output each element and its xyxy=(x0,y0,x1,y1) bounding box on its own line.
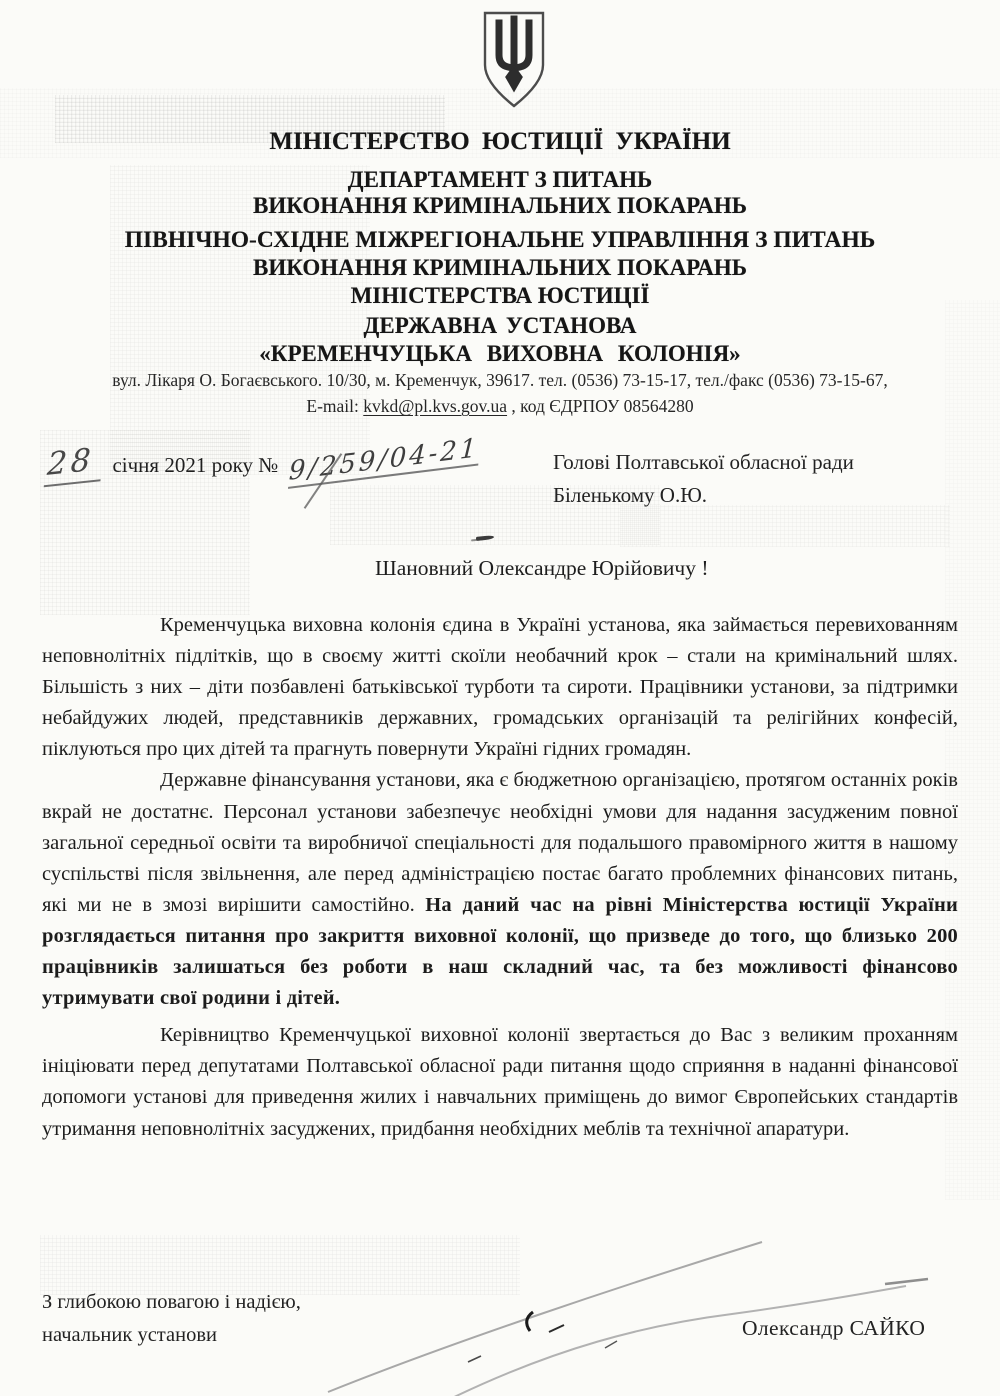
org-institution-type-line: ДЕРЖАВНА УСТАНОВА xyxy=(363,313,637,338)
email-label: E-mail: xyxy=(306,396,364,416)
org-directorate-line2: ВИКОНАННЯ КРИМІНАЛЬНИХ ПОКАРАНЬ xyxy=(252,255,747,280)
signer-name: Олександр САЙКО xyxy=(742,1316,926,1340)
org-directorate-line3: МІНІСТЕРСТВА ЮСТИЦІЇ xyxy=(350,283,650,308)
edrpou-code: , код ЄДРПОУ 08564280 xyxy=(507,396,694,416)
org-department-line2: ВИКОНАННЯ КРИМІНАЛЬНИХ ПОКАРАНЬ xyxy=(252,193,747,218)
ukraine-trident-emblem-icon xyxy=(478,10,550,112)
printed-date-text: січня 2021 року № xyxy=(112,453,279,477)
paragraph-2-bold-statement: На даний час на рівні Міністерства юстиції України розглядається питання про закриття виховної колонії, що призведе до того, що близько 200 працівників залишаться без роботи в наш складний час, та без можливості фінансово утримувати свої родини і дітей. xyxy=(42,893,958,1010)
org-department-line: ДЕПАРТАМЕНТ З ПИТАНЬ xyxy=(347,167,653,192)
paragraph-2-normal: Державне фінансування установи, яка є бюджетною організацією, протягом останніх років вкрай не достатнє. Персонал установи забезпечує необхідні умови для надання засудженим повної загальної середньої освіти та виробничої спеціальності для подальшого правомірного життя в нашому суспільстві після звільнення, але перед адміністрацією постає багато проблемних фінансових питань, які ми не в змозі вирішити самостійно. xyxy=(42,769,958,916)
handwritten-signature xyxy=(300,1228,1000,1396)
closing-line-2: начальник установи xyxy=(42,1324,217,1346)
addressee-name: Біленькому О.Ю. xyxy=(553,483,708,507)
contact-line xyxy=(0,396,1000,417)
email-address: kvkd@pl.kvs.gov.ua xyxy=(363,396,508,416)
paragraph-3: Керівництво Кременчуцької виховної колонії звертається до Вас з великим проханням ініціювати перед депутатами Полтавської обласної ради питання щодо сприяння в наданні фінансової допомоги установі для приведення жилих і навчальних приміщень до вимог Європейських стандартів утримання неповнолітніх засуджених, придбання необхідних меблів та технічної апаратури. xyxy=(42,1024,958,1140)
dateline xyxy=(45,433,545,487)
closing-line-1: З глибокою повагою і надією, xyxy=(42,1291,301,1313)
org-ministry-line: МІНІСТЕРСТВО ЮСТИЦІЇ УКРАЇНИ xyxy=(269,128,731,155)
addressee-title: Голові Полтавської обласної ради xyxy=(553,450,854,474)
letter-body xyxy=(42,610,958,1145)
address-line: вул. Лікаря О. Богаєвського. 10/30, м. Кременчук, 39617. тел. (0536) 73-15-17, тел./факс (0536) 73-15-67, xyxy=(112,370,888,390)
addressee-block xyxy=(553,446,953,512)
handwritten-day: 28 xyxy=(44,441,104,488)
ink-smudge-mark xyxy=(476,535,494,541)
org-institution-name-line: «КРЕМЕНЧУЦЬКА ВИХОВНА КОЛОНІЯ» xyxy=(259,341,741,366)
handwritten-ref-number: 9/259/04-21 xyxy=(288,433,481,487)
paragraph-1: Кременчуцька виховна колонія єдина в Україні установа, яка займається перевихованням неповнолітніх підлітків, що в своєму житті скоїли необачний крок – стали на кримінальний шлях. Більшість з них – діти позбавлені батьківської турботи та сироти. Працівники установи, за підтримки небайдужих людей, представників державних, громадських організацій та релігійних конфесій, піклуються про цих дітей та прагнуть повернути Україні гідних громадян. xyxy=(42,614,958,761)
salutation: Шановний Олександре Юрійовичу ! xyxy=(375,556,709,580)
paragraph-2 xyxy=(42,765,958,1014)
org-directorate-line: ПІВНІЧНО-СХІДНЕ МІЖРЕГІОНАЛЬНЕ УПРАВЛІННЯ З ПИТАНЬ xyxy=(124,227,876,253)
closing-block xyxy=(42,1286,301,1352)
